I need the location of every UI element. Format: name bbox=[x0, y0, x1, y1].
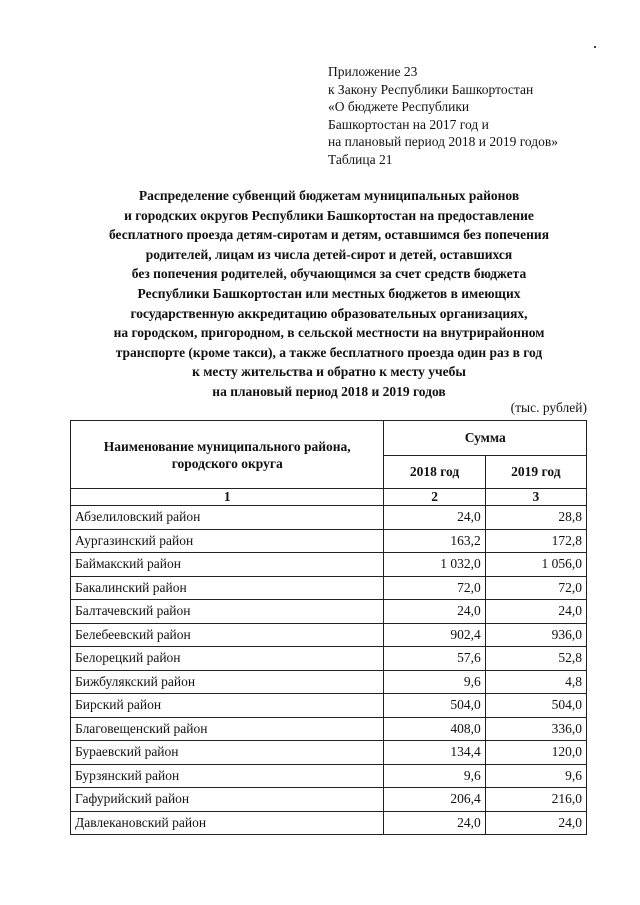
document-title bbox=[30, 186, 628, 402]
table-body bbox=[71, 506, 587, 835]
amount-2018: 9,6 bbox=[384, 764, 485, 788]
table-row bbox=[71, 670, 587, 694]
table-row bbox=[71, 623, 587, 647]
appendix-line: к Закону Республики Башкортостан bbox=[328, 81, 534, 97]
table-row bbox=[71, 788, 587, 812]
district-name: Балтачевский район bbox=[71, 600, 384, 624]
amount-2018: 9,6 bbox=[384, 670, 485, 694]
district-name: Давлекановский район bbox=[71, 811, 384, 835]
table-row bbox=[71, 647, 587, 671]
district-name: Баймакский район bbox=[71, 553, 384, 577]
amount-2019: 936,0 bbox=[485, 623, 586, 647]
district-name: Гафурийский район bbox=[71, 788, 384, 812]
table-row bbox=[71, 717, 587, 741]
table-row bbox=[71, 741, 587, 765]
district-name: Бирский район bbox=[71, 694, 384, 718]
amount-2019: 4,8 bbox=[485, 670, 586, 694]
table-row bbox=[71, 529, 587, 553]
district-name: Абзелиловский район bbox=[71, 506, 384, 530]
column-header-name: Наименование муниципального района, городского округа bbox=[71, 421, 384, 489]
title-line: Распределение субвенций бюджетам муниципальных районов bbox=[138, 188, 520, 203]
table-row bbox=[71, 600, 587, 624]
amount-2018: 24,0 bbox=[384, 811, 485, 835]
district-name: Белебеевский район bbox=[71, 623, 384, 647]
table-row bbox=[71, 811, 587, 835]
appendix-line: Башкортостан на 2017 год и bbox=[328, 116, 489, 132]
district-name: Белорецкий район bbox=[71, 647, 384, 671]
table-row bbox=[71, 506, 587, 530]
district-name: Бакалинский район bbox=[71, 576, 384, 600]
subsidy-table bbox=[70, 420, 587, 835]
appendix-line: на плановый период 2018 и 2019 годов» bbox=[328, 134, 559, 149]
table-row bbox=[71, 553, 587, 577]
appendix-note bbox=[328, 63, 558, 168]
table-number: Таблица 21 bbox=[328, 151, 393, 167]
column-header-2019: 2019 год bbox=[485, 456, 586, 489]
amount-2019: 28,8 bbox=[485, 506, 586, 530]
appendix-line: «О бюджете Республики bbox=[328, 99, 470, 114]
table-row bbox=[71, 694, 587, 718]
district-name: Бурзянский район bbox=[71, 764, 384, 788]
title-line: на плановый период 2018 и 2019 годов bbox=[212, 383, 446, 399]
column-number: 2 bbox=[384, 489, 485, 506]
amount-2018: 206,4 bbox=[384, 788, 485, 812]
amount-2019: 52,8 bbox=[485, 647, 586, 671]
table-row bbox=[71, 764, 587, 788]
amount-2018: 902,4 bbox=[384, 623, 485, 647]
amount-2018: 504,0 bbox=[384, 694, 485, 718]
district-name: Благовещенский район bbox=[71, 717, 384, 741]
district-name: Бураевский район bbox=[71, 741, 384, 765]
amount-2019: 216,0 bbox=[485, 788, 586, 812]
amount-2019: 120,0 bbox=[485, 741, 586, 765]
amount-2019: 1 056,0 bbox=[485, 553, 586, 577]
district-name: Аургазинский район bbox=[71, 529, 384, 553]
amount-2018: 408,0 bbox=[384, 717, 485, 741]
amount-2019: 504,0 bbox=[485, 694, 586, 718]
amount-2019: 72,0 bbox=[485, 576, 586, 600]
title-line: и городских округов Республики Башкортостан на предоставление bbox=[124, 207, 534, 223]
column-header-2018: 2018 год bbox=[384, 456, 485, 489]
column-number: 1 bbox=[71, 489, 384, 506]
amount-2019: 9,6 bbox=[485, 764, 586, 788]
appendix-line: Приложение 23 bbox=[328, 64, 418, 79]
amount-2018: 72,0 bbox=[384, 576, 485, 600]
amount-2018: 24,0 bbox=[384, 600, 485, 624]
title-line: без попечения родителей, обучающимся за счет средств бюджета bbox=[131, 266, 527, 282]
title-line: бесплатного проезда детям-сиротам и детям, оставшимся без попечения bbox=[108, 227, 550, 243]
scan-speck bbox=[594, 46, 596, 48]
column-number: 3 bbox=[485, 489, 586, 506]
title-line: родителей, лицам из числа детей-сирот и детей, оставшихся bbox=[145, 246, 513, 262]
district-name: Бижбулякский район bbox=[71, 670, 384, 694]
amount-2018: 134,4 bbox=[384, 741, 485, 765]
amount-2018: 24,0 bbox=[384, 506, 485, 530]
amount-2019: 24,0 bbox=[485, 811, 586, 835]
title-line: на городском, пригородном, в сельской местности на внутрирайонном bbox=[113, 325, 545, 341]
title-line: государственную аккредитацию образовательных организациях, bbox=[130, 305, 528, 321]
amount-2019: 24,0 bbox=[485, 600, 586, 624]
amount-2019: 172,8 bbox=[485, 529, 586, 553]
amount-2019: 336,0 bbox=[485, 717, 586, 741]
title-line: Республики Башкортостан или местных бюджетов в имеющих bbox=[137, 285, 521, 301]
title-line: к месту жительства и обратно к месту учебы bbox=[192, 364, 466, 380]
amount-2018: 163,2 bbox=[384, 529, 485, 553]
amount-2018: 1 032,0 bbox=[384, 553, 485, 577]
table-row bbox=[71, 576, 587, 600]
column-header-sum: Сумма bbox=[384, 421, 587, 456]
units-label: (тыс. рублей) bbox=[510, 400, 587, 415]
amount-2018: 57,6 bbox=[384, 647, 485, 671]
title-line: транспорте (кроме такси), а также бесплатного проезда один раз в год bbox=[115, 344, 543, 360]
